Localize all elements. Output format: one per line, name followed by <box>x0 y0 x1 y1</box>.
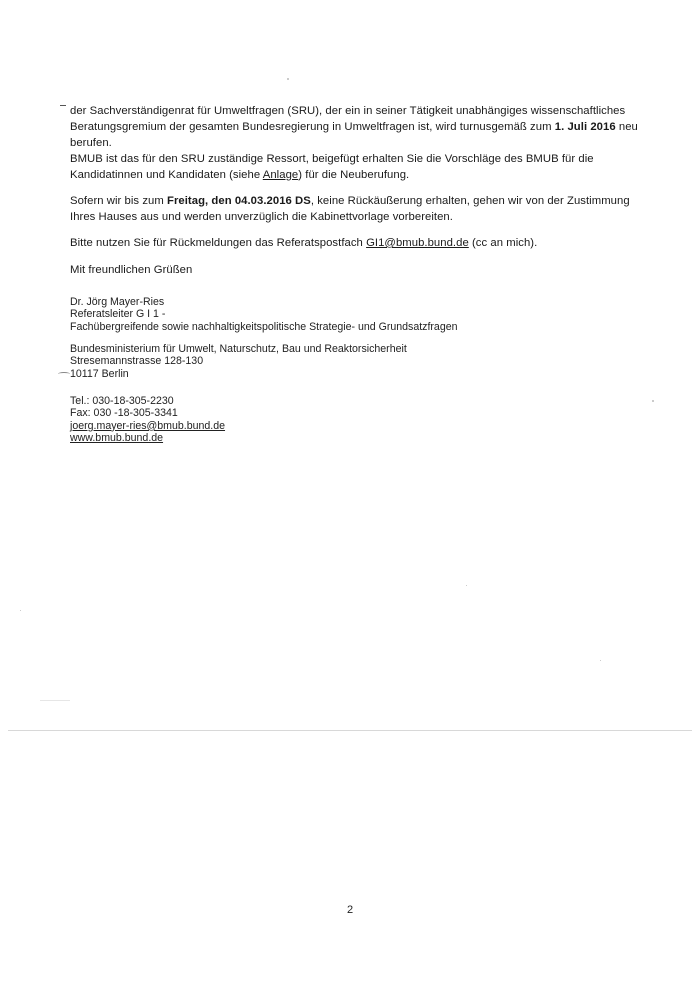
paragraph-feedback <box>70 235 640 251</box>
paragraph-text: neu berufen. <box>70 121 638 149</box>
city-address: 10117 Berlin <box>70 367 129 380</box>
fold-line <box>8 730 692 731</box>
referat-email-link[interactable]: GI1@bmub.bund.de <box>366 237 469 249</box>
scan-speck <box>287 78 289 80</box>
scan-speck <box>20 610 21 611</box>
deadline-date: Freitag, den 04.03.2016 DS <box>167 195 311 207</box>
paragraph-text: Bitte nutzen Sie für Rückmeldungen das Referatspostfach <box>70 237 363 249</box>
phone-number: Tel.: 030-18-305-2230 <box>70 395 174 407</box>
signer-name: Dr. Jörg Mayer-Ries <box>70 296 165 308</box>
paragraph-text: (cc an mich). <box>472 237 538 249</box>
closing-greeting <box>70 262 640 278</box>
paragraph-text: der Sachverständigenrat für Umweltfragen (SRU), der ein in seiner Tätigkeit unabhängiges wissenschaftliches Beratungsgremium der gesamten Bundesregierung in Umweltfragen ist, wird turnusgemäß zum <box>70 105 626 133</box>
appointment-date: 1. Juli 2016 <box>554 121 616 133</box>
closing-text: Mit freundlichen Grüßen <box>70 264 193 276</box>
paragraph-bmub-proposals <box>70 151 640 183</box>
paragraph-sru-appointment <box>70 103 640 151</box>
signature-block <box>70 296 630 333</box>
scan-speck <box>652 400 654 402</box>
paragraph-deadline <box>70 193 640 225</box>
signer-department: Fachübergreifende sowie nachhaltigkeitspolitische Strategie- und Grundsatzfragen <box>70 320 458 333</box>
page-number: 2 <box>346 904 354 916</box>
street-address: Stresemannstrasse 128-130 <box>70 355 204 368</box>
email-link[interactable]: joerg.mayer-ries@bmub.bund.de <box>70 419 226 432</box>
scan-mark <box>60 105 66 106</box>
paragraph-text: , keine Rückäußerung erhalten, gehen wir von der Zustimmung Ihres Hauses aus und werden unverzüglich die Kabinettvorlage vorbereiten. <box>70 195 630 223</box>
ministry-name: Bundesministerium für Umwelt, Naturschutz, Bau und Reaktorsicherheit <box>70 343 407 355</box>
paragraph-text: BMUB ist das für den SRU zuständige Ressort, beigefügt erhalten Sie die Vorschläge des BMUB für die Kandidatinnen und Kandidaten (siehe <box>70 153 594 181</box>
scan-mark <box>58 372 70 376</box>
scan-speck <box>600 660 601 661</box>
paragraph-text: ) für die Neuberufung. <box>298 169 410 181</box>
address-block <box>70 343 630 380</box>
signer-position: Referatsleiter G I 1 - <box>70 308 166 321</box>
website-link[interactable]: www.bmub.bund.de <box>70 432 164 445</box>
contact-block <box>70 395 630 445</box>
fax-number: Fax: 030 -18-305-3341 <box>70 407 178 420</box>
paragraph-text: Sofern wir bis zum <box>70 195 164 207</box>
scan-speck <box>466 585 467 586</box>
attachment-link[interactable]: Anlage <box>262 169 299 181</box>
scan-speck <box>40 700 70 701</box>
